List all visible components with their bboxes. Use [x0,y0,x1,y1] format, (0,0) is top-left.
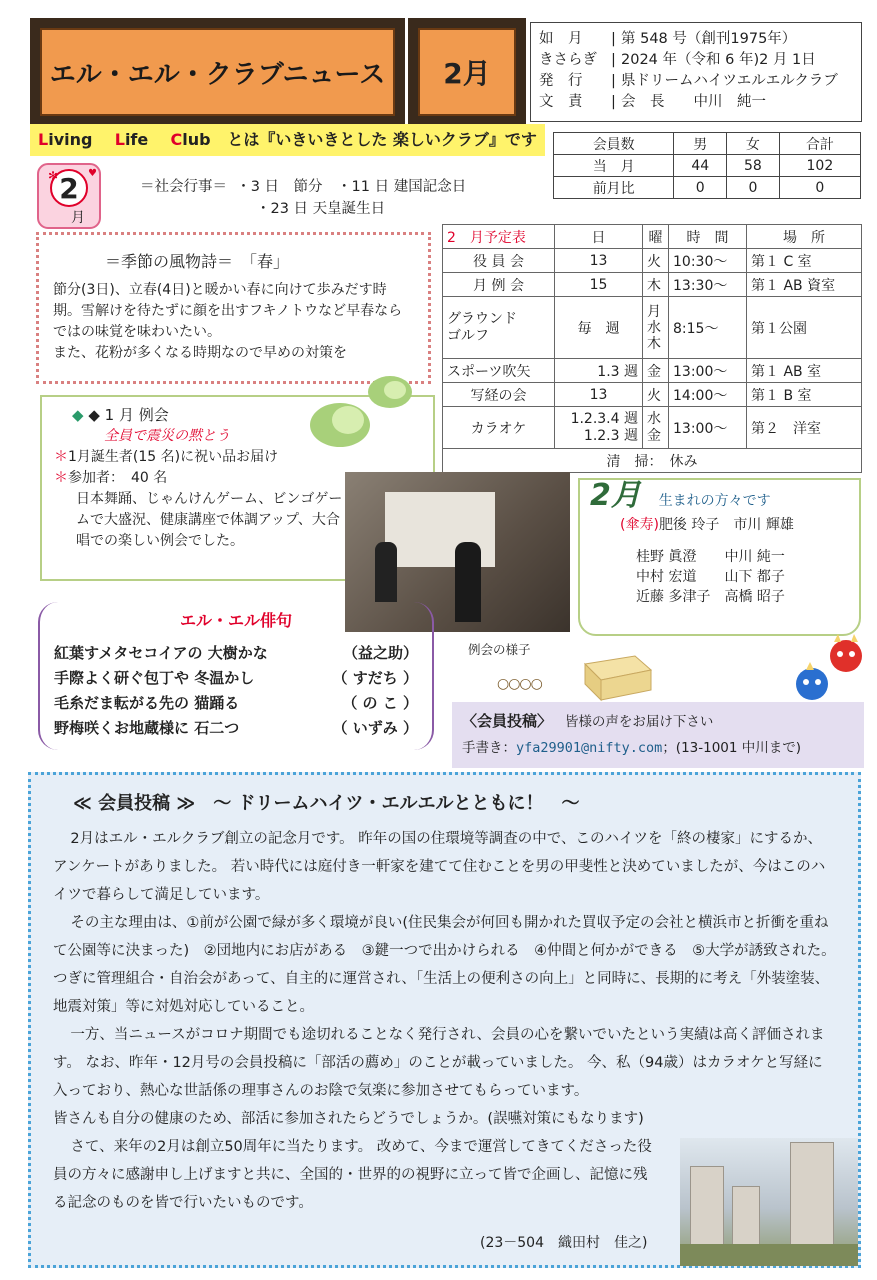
issue-info: 如 月 | 第 548 号（創刊1975年） きさらぎ | 2024 年（令和 6 年)2 月 1日 発 行 | 県ドリームハイツエルエルクラブ 文 責 | 会 長 中川 純一 [530,22,862,122]
blue-oni-icon [792,660,832,704]
star-icon: ✻ [48,169,59,183]
jan-body: 日本舞踊、じゃんけんゲーム、ビンゴゲームで大盛況、健康講座で体調アップ、大合唱での楽しい例会でした。 [76,491,343,549]
table-row: 写経の会 13 火 14:00～ 第１ B 室 [443,383,862,407]
haiku-line: 野梅咲くお地蔵様に 石二つ （ いずみ ） [54,719,418,737]
heart-icon: ♥ [88,168,97,179]
social-events: ＝社会行事＝ ・3 日 節分 ・11 日 建国記念日 ・23 日 天皇誕生日 [140,179,467,217]
info-value: 2024 年（令和 6 年)2 月 1日 [621,52,816,68]
article-paragraph: 一方、当ニュースがコロナ期間でも途切れることなく発行され、会員の心を繋いでいたという実績は高く評価されます。 なお、昨年・12月号の会員投稿に「部活の薦め」のことが載っていました。 今、私（94歳）はカラオケと写経に入っており、熱心な世話係の理事さんのお陰で気楽に参加させてもらっています。 [53,1027,825,1099]
info-value: 会 長 中川 純一 [621,94,766,110]
building-photo [680,1138,858,1266]
info-key: きさらぎ [539,52,597,68]
list-item: 近藤 多津子 高橋 昭子 [636,589,785,605]
badge-number: 2 [59,172,79,205]
article-title: ≪ 会員投稿 ≫ ～ ドリームハイツ・エルエルとともに！ ～ [73,793,580,814]
season-box [36,232,431,384]
article-paragraph: 2月はエル・エルクラブ創立の記念月です。 昨年の国の住環境等調査の中で、このハイツを「終の棲家」にするか、アンケートがありました。 若い時代には庭付き一軒家を建てて住むことを男の甲斐性と決めていましたが、今はこのハイツで暮らして満足しています。 [53,831,826,903]
february-badge [34,160,104,232]
contact-email[interactable]: yfa29901@nifty.com [516,740,663,756]
contribution-call: 〈会員投稿〉 皆様の声をお届け下さい 手書き：yfa29901@nifty.com；(13-1001 中川まで) [452,702,864,768]
article-paragraph: 皆さんも自分の健康のため、部活に参加されたらどうでしょうか。(誤嚥対策にもなります) [53,1111,644,1127]
members-table [553,132,861,199]
january-meeting: ◆ ◆ 1 月 例会 全員で震災の黙とう ＊1月誕生者(15 名)に祝い品お届け ＊参加者： 40 名 日本舞踊、じゃんけんゲーム、ビンゴゲームで大盛況、健康講座で体調アップ、大合唱での楽しい例会でした。 [40,395,435,581]
table-row: 会員数 男 女 合計 [554,133,861,155]
club-motto: Living Life Club とは『いきいきとした 楽しいクラブ』です [30,124,545,156]
newsletter-title: エル・エル・クラブニュース [40,28,395,116]
article-paragraph: その主な理由は、①前が公園で緑が多く環境が良い(住民集会が何回も開かれた買収予定の会社と横浜市と折衝を重ねて公園等に決まった) ②団地内にお店がある ③鍵一つで出かけられる ④仲間と何かができる ⑤大学が誘致された。 つぎに管理組合・自治会があって、自主的に運営され、「生活上の便利さの向上」と同時に、長期的に考え「外装塗装、地震対策」等に対処対応していること。 [53,915,843,1015]
article-signature: (23－504 織田村 佳之) [480,1235,648,1251]
info-key: 如 月 [539,31,583,47]
info-value: 県ドリームハイツエルエルクラブ [621,73,838,89]
red-oni-icon [826,632,866,676]
info-key: 発 行 [539,73,583,89]
birthday-list: 2月 生まれの方々です (傘寿)肥後 玲子 市川 輝雄 桂野 眞澄 中川 純一 中村 宏道 山下 都子 近藤 多津子 高橋 昭子 [578,478,861,636]
table-row: 役 員 会 13 火 10:30～ 第１ C 室 [443,249,862,273]
haiku-line: 手際よく研ぐ包丁や 冬温かし （ すだち ） [54,669,418,687]
article-paragraph: さて、来年の2月は創立50周年に当たります。 改めて、今まで運営してきてくださった役員の方々に感謝申し上げますと共に、全国的・世界的の視野に立って皆で企画し、記憶に残る記念のものを皆で行いたいものです。 [53,1139,652,1211]
haiku-line: 紅葉すメタセコイアの 大樹かな （益之助） [54,644,418,662]
table-row: 清 掃： 休み [443,449,862,473]
photo-caption: 例会の様子 [468,642,531,657]
birthday-month: 2月 [590,478,641,513]
beans-icon: ○○○○ [497,676,542,692]
haiku-section [38,602,434,750]
leaf-decoration-icon [300,370,420,460]
jan-subtitle: 全員で震災の黙とう [104,428,230,444]
table-row: 2 月予定表 日 曜 時 間 場 所 [443,225,862,249]
info-key: 文 責 [539,94,583,110]
table-row: グラウンド ゴルフ 毎 週 月 水 木 8:15～ 第１公園 [443,297,862,359]
haiku-title: エル・エル俳句 [179,611,292,630]
table-row: カラオケ 1.2.3.4 週 1.2.3 週 水 金 13:00～ 第２ 洋室 [443,407,862,449]
list-item: 中村 宏道 山下 都子 [636,569,785,585]
info-value: 第 548 号（創刊1975年） [621,31,797,47]
haiku-line: 毛糸だま転がる先の 猫踊る （ の こ ） [54,694,418,712]
schedule-table [442,224,862,473]
bean-box-icon [575,646,655,702]
table-row: 前月比 0 0 0 [554,177,861,199]
list-item: 桂野 眞澄 中川 純一 [636,549,785,565]
issue-month: 2月 [418,28,516,116]
table-row: スポーツ吹矢 1.3 週 金 13:00～ 第１ AB 室 [443,359,862,383]
season-body: 節分(3日)、立春(4日)と暖かい春に向けて歩みだす時期。雪解けを待たずに顔を出すフキノトウなど早春ならではの味覚を味わいたい。 また、花粉が多くなる時期なので早めの対策を [53,282,403,361]
jan-heading: ◆ 1 月 例会 [88,406,169,424]
badge-unit: 月 [71,210,85,226]
table-row: 月 例 会 15 木 13:30～ 第１ AB 資室 [443,273,862,297]
table-row: 当 月 44 58 102 [554,155,861,177]
season-title: ＝季節の風物詩＝ 「春」 [105,252,290,271]
